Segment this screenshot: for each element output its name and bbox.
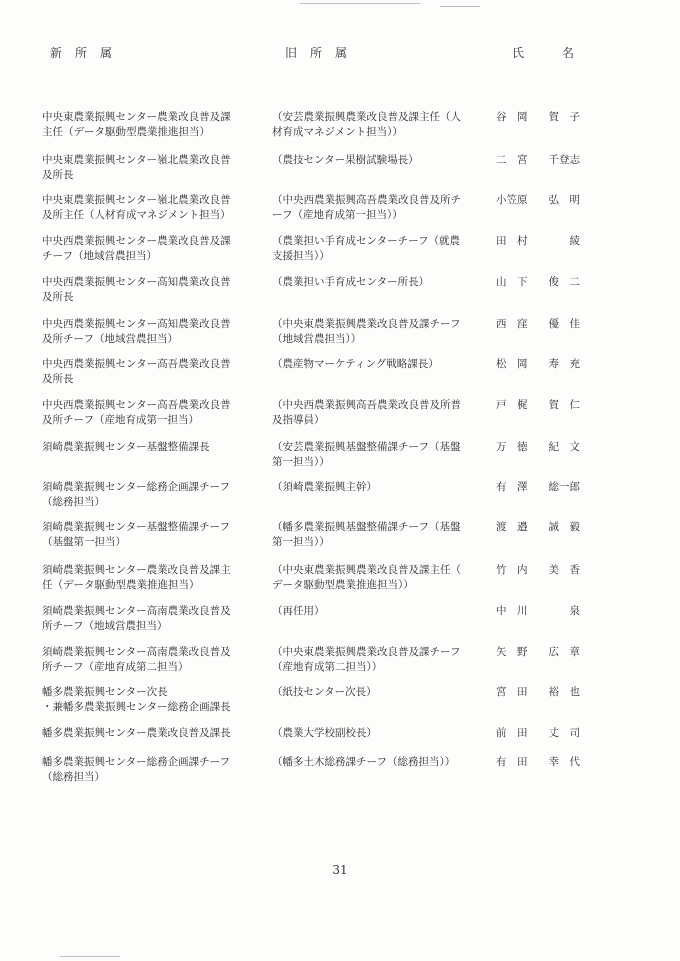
old-affiliation: （中央西農業振興高吾農業改良普及所チ ーフ（産地育成第一担当）） [272, 194, 461, 221]
person-name: 田 村 綾 [496, 235, 580, 247]
table-row [0, 563, 680, 603]
person-name: 矢 野 広 章 [496, 646, 580, 658]
old-affiliation: （須崎農業振興主幹） [272, 481, 377, 493]
person-name: 小笠原 弘 明 [496, 194, 580, 206]
new-affiliation: 中央東農業振興センター農業改良普及課 主任（データ駆動型農業推進担当） [42, 111, 231, 138]
person-name: 有 澤 総一郎 [496, 481, 580, 493]
person-name: 谷 岡 賀 子 [496, 111, 580, 123]
old-affiliation: （中央東農業振興農業改良普及課チーフ （地域営農担当）） [272, 318, 461, 345]
old-affiliation: （農技センター果樹試験場長） [272, 154, 419, 166]
scan-artifact [300, 3, 420, 4]
header-old-affiliation: 旧 所 属 [285, 46, 348, 60]
new-affiliation: 須崎農業振興センター総務企画課チーフ （総務担当） [42, 481, 231, 508]
new-affiliation: 中央東農業振興センター嶺北農業改良普 及所主任（人材育成マネジメント担当） [42, 194, 231, 221]
new-affiliation: 幡多農業振興センター総務企画課チーフ （総務担当） [42, 756, 231, 783]
old-affiliation: （幡多農業振興基盤整備課チーフ（基盤 第一担当）） [272, 521, 461, 548]
old-affiliation: （農業担い手育成センター所長） [272, 276, 430, 288]
table-row [0, 275, 680, 315]
old-affiliation: （紙技センター次長） [272, 686, 377, 698]
header-new-affiliation: 新 所 属 [50, 46, 113, 60]
new-affiliation: 中央西農業振興センター高知農業改良普 及所チーフ（地域営農担当） [42, 318, 231, 345]
scan-artifact [440, 6, 480, 7]
table-row [0, 480, 680, 520]
person-name: 有 田 幸 代 [496, 756, 580, 768]
new-affiliation: 須崎農業振興センター高南農業改良普及 所チーフ（産地育成第二担当） [42, 646, 231, 673]
new-affiliation: 幡多農業振興センター次長 ・兼幡多農業振興センター総務企画課長 [42, 686, 231, 713]
table-row [0, 520, 680, 560]
new-affiliation: 須崎農業振興センター基盤整備課長 [42, 441, 210, 453]
table-row [0, 153, 680, 193]
new-affiliation: 中央西農業振興センター高吾農業改良普 及所チーフ（産地育成第一担当） [42, 399, 231, 426]
table-row [0, 110, 680, 150]
new-affiliation: 須崎農業振興センター農業改良普及課主 任（データ駆動型農業推進担当） [42, 564, 231, 591]
table-row [0, 755, 680, 795]
header-name: 氏 名 [512, 46, 575, 60]
new-affiliation: 中央東農業振興センター嶺北農業改良普 及所長 [42, 154, 231, 181]
new-affiliation: 中央西農業振興センター高知農業改良普 及所長 [42, 276, 231, 303]
scan-artifact [60, 956, 120, 957]
person-name: 山 下 俊 二 [496, 276, 580, 288]
table-row [0, 234, 680, 274]
page-number: 31 [332, 863, 348, 877]
person-name: 中 川 泉 [496, 605, 580, 617]
new-affiliation: 幡多農業振興センター農業改良普及課長 [42, 727, 231, 739]
old-affiliation: （農業大学校副校長） [272, 727, 377, 739]
old-affiliation: （中央東農業振興農業改良普及課主任（ データ駆動型農業推進担当）） [272, 564, 461, 591]
table-row [0, 604, 680, 644]
person-name: 竹 内 美 香 [496, 564, 580, 576]
old-affiliation: （農産物マーケティング戦略課長） [272, 358, 439, 370]
table-row [0, 317, 680, 357]
person-name: 戸 梶 賀 仁 [496, 399, 580, 411]
old-affiliation: （安芸農業振興農業改良普及課主任（人 材育成マネジメント担当）） [272, 111, 461, 138]
table-row [0, 440, 680, 480]
person-name: 万 徳 紀 文 [496, 441, 580, 453]
person-name: 宮 田 裕 也 [496, 686, 580, 698]
person-name: 渡 邉 誠 毅 [496, 521, 580, 533]
new-affiliation: 須崎農業振興センター高南農業改良普及 所チーフ（地域営農担当） [42, 605, 231, 632]
person-name: 前 田 丈 司 [496, 727, 580, 739]
old-affiliation: （中央西農業振興高吾農業改良普及所普 及指導員） [272, 399, 461, 426]
person-name: 西 窪 優 佳 [496, 318, 580, 330]
old-affiliation: （安芸農業振興基盤整備課チーフ（基盤 第一担当）） [272, 441, 461, 468]
table-row [0, 685, 680, 725]
new-affiliation: 中央西農業振興センター農業改良普及課 チーフ（地域営農担当） [42, 235, 231, 262]
table-row [0, 357, 680, 397]
old-affiliation: （再任用） [272, 605, 325, 617]
table-row [0, 645, 680, 685]
table-row [0, 398, 680, 438]
old-affiliation: （中央東農業振興農業改良普及課チーフ （産地育成第二担当）） [272, 646, 461, 673]
person-name: 二 宮 千登志 [496, 154, 580, 166]
table-row [0, 193, 680, 233]
person-name: 松 岡 寿 充 [496, 358, 580, 370]
new-affiliation: 須崎農業振興センター基盤整備課チーフ （基盤第一担当） [42, 521, 231, 548]
new-affiliation: 中央西農業振興センター高吾農業改良普 及所長 [42, 358, 231, 385]
old-affiliation: （農業担い手育成センターチーフ（就農 支援担当）） [272, 235, 461, 262]
old-affiliation: （幡多土木総務課チーフ（総務担当）） [272, 756, 456, 768]
